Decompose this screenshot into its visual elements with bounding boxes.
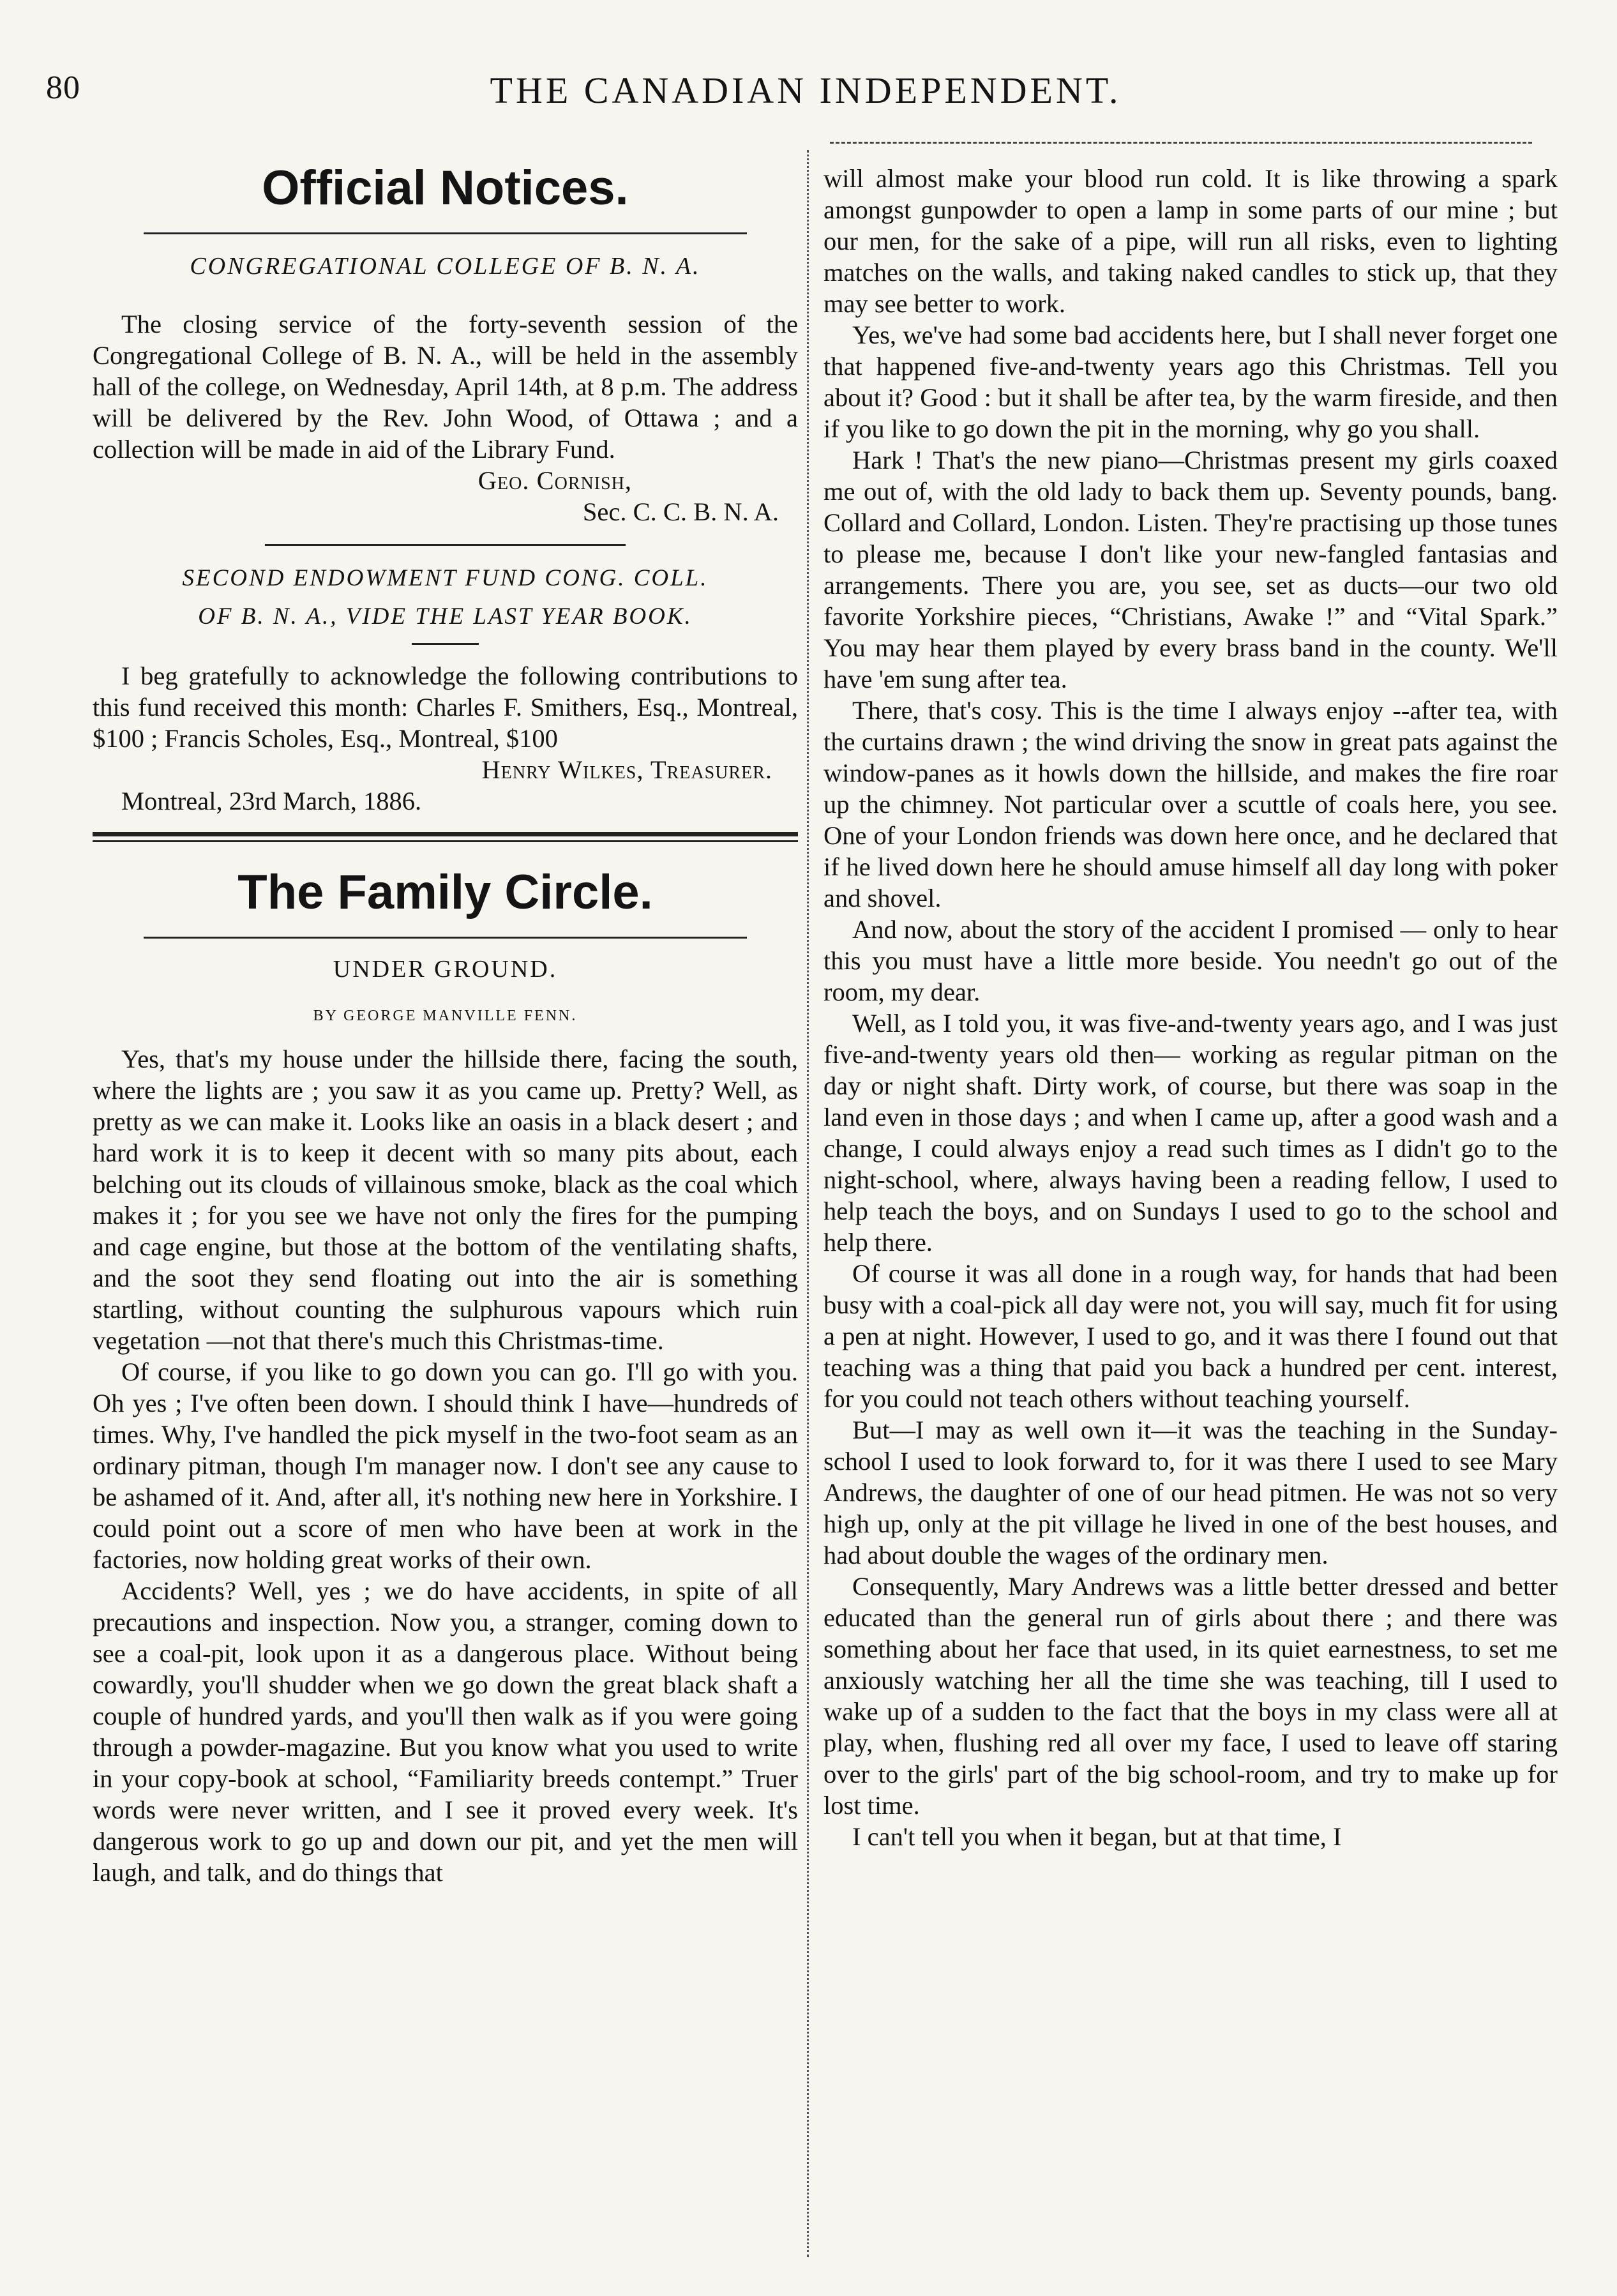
short-rule bbox=[412, 643, 479, 645]
left-column bbox=[93, 153, 798, 1888]
story-paragraph: Consequently, Mary Andrews was a little better dressed and better educated than the general run of girls about there ; and there was something about her face that used, in its quiet earnestness, to set me anxiously watching her all the time she was teaching, till I used to wake up of a sudden to the fact that the boys in my class were all at play, when, flushing red all over my face, I used to leave off staring over to the girls' part of the big school-room, and try to make up for lost time. bbox=[824, 1572, 1558, 1820]
story-paragraph: will almost make your blood run cold. It is like throwing a spark amongst gunpowder to open a lamp in some parts of our mine ; but our men, for the sake of a pipe, will run all risks, even to lighting matches on the walls, and taking naked candles to stick up, that they may see better to work. bbox=[824, 164, 1558, 318]
family-circle-title: The Family Circle. bbox=[237, 865, 653, 919]
divider-rule bbox=[265, 544, 626, 546]
notice1-body: The closing service of the forty-seventh session of the Congregational College of B. N. A., will be held in the assembly hall of the college, on Wednesday, April 14th, at 8 p.m. The address will be delivered by the Rev. John Wood, of Ottawa ; and a collection will be made in aid of the Library Fund. bbox=[93, 310, 798, 464]
right-column bbox=[824, 163, 1558, 1852]
official-notices-title: Official Notices. bbox=[262, 161, 629, 215]
story-paragraph: Hark ! That's the new piano—Christmas present my girls coaxed me out of, with the old lady to back them up. Seventy pounds, bang. Collard and Collard, London. Listen. They're practising up those tunes to please me, because I don't like your new-fangled fantasias and arrangements. There you are, you see, set as ducts—our two old favorite Yorkshire pieces, “Christians, Awake !” and “Vital Spark.” You may hear them played by every brass band in the county. We'll have 'em sung after tea. bbox=[824, 446, 1558, 693]
story-paragraph: But—I may as well own it—it was the teaching in the Sunday-school I used to look forward to, for it was there I used to see Mary Andrews, the daughter of one of our head pitmen. He was not so very high up, only at the pit village he lived in one of the best houses, and had about double the wages of the ordinary men. bbox=[824, 1416, 1558, 1569]
story-paragraph: There, that's cosy. This is the time I always enjoy --after tea, with the curtains drawn ; the wind driving the snow in great pats against the window-panes as it howls down the hillside, and makes the fire roar up the chimney. Not particular over a scuttle of coals here, you see. One of your London friends was down here once, and he declared that if he lived down here he should amuse himself all day long with poker and shovel. bbox=[824, 696, 1558, 912]
double-rule bbox=[93, 832, 798, 842]
story-paragraph: Yes, that's my house under the hillside there, facing the south, where the lights are ; you saw it as you came up. Pretty? Well, as pretty as we can make it. Looks like an oasis in a black desert ; and hard work it is to keep it decent with so many pits about, each belching out its clouds of villainous smoke, black as the coal which makes it ; for you see we have not only the fires for the pumping and cage engine, but those at the bottom of the ventilating shafts, and the soot they send floating out into the air is something startling, without counting the sulphurous vapours which ruin vegetation —not that there's much this Christmas-time. bbox=[93, 1045, 798, 1355]
header-rule bbox=[830, 142, 1532, 144]
story-paragraph: Accidents? Well, yes ; we do have accidents, in spite of all precautions and inspection. Now you, a stranger, coming down to see a coal-pit, look upon it as a dangerous place. Without being cowardly, you'll shudder when we go down the great black shaft a couple of hundred yards, and you'll then walk as if you were going through a powder-magazine. But you know what you used to write in your copy-book at school, “Familiarity breeds contempt.” Truer words were never written, and I see it proved every week. It's dangerous work to go up and down our pit, and yet the men will laugh, and talk, and do things that bbox=[93, 1576, 798, 1887]
notice1-heading: CONGREGATIONAL COLLEGE OF B. N. A. bbox=[190, 253, 701, 280]
story-title: UNDER GROUND. bbox=[333, 956, 558, 983]
notice1-signature-title: Sec. C. C. B. N. A. bbox=[582, 497, 779, 526]
notice2-heading-line1: SECOND ENDOWMENT FUND CONG. COLL. bbox=[182, 565, 709, 591]
notice2-heading-line2: OF B. N. A., VIDE THE LAST YEAR BOOK. bbox=[198, 603, 693, 630]
story-paragraph: I can't tell you when it began, but at that time, I bbox=[852, 1822, 1342, 1851]
story-paragraph: Of course it was all done in a rough way, for hands that had been busy with a coal-pick all day were not, you will say, much fit for using a pen at night. However, I used to go, and it was there I found out that teaching was a thing that paid you back a hundred per cent. interest, for you could not teach others without teaching yourself. bbox=[824, 1259, 1558, 1413]
notice2-dateline: Montreal, 23rd March, 1886. bbox=[121, 787, 422, 815]
section-rule bbox=[144, 937, 747, 939]
story-paragraph: Yes, we've had some bad accidents here, but I shall never forget one that happened five-and-twenty years ago this Christmas. Tell you about it? Good : but it shall be after tea, by the warm fireside, and then if you like to go down the pit in the morning, why go you shall. bbox=[824, 321, 1558, 443]
page-number: 80 bbox=[46, 70, 80, 106]
running-title: THE CANADIAN INDEPENDENT. bbox=[490, 70, 1122, 111]
page-header bbox=[46, 69, 1565, 120]
column-divider bbox=[807, 150, 809, 2257]
story-paragraph: Well, as I told you, it was five-and-twenty years ago, and I was just five-and-twenty years old then— working as regular pitman on the day or night shaft. Dirty work, of course, but there was soap in the land even in those days ; and when I came up, after a good wash and a change, I could always enjoy a read such times as I didn't go to the night-school, where, always having been a reading fellow, I used to help teach the boys, and on Sundays I used to go to the school and help there. bbox=[824, 1009, 1558, 1257]
story-paragraph: Of course, if you like to go down you can go. I'll go with you. Oh yes ; I've often been down. I should think I have—hundreds of times. Why, I've handled the pick myself in the two-foot seam as an ordinary pitman, though I'm manager now. I don't see any cause to be ashamed of it. And, after all, it's nothing new here in Yorkshire. I could point out a score of men who have been at work in the factories, now holding great works of their own. bbox=[93, 1357, 798, 1574]
section-rule bbox=[144, 232, 747, 234]
story-byline: BY GEORGE MANVILLE FENN. bbox=[313, 1008, 578, 1024]
notice2-signature: Henry Wilkes, Treasurer. bbox=[481, 755, 772, 784]
notice1-signature-name: Geo. Cornish, bbox=[478, 466, 632, 495]
story-paragraph: And now, about the story of the accident I promised — only to hear this you must have a little more beside. You needn't go out of the room, my dear. bbox=[824, 915, 1558, 1006]
notice2-body: I beg gratefully to acknowledge the following contributions to this fund received this month: Charles F. Smithers, Esq., Montreal, $100 ; Francis Scholes, Esq., Montreal, $100 bbox=[93, 661, 798, 753]
